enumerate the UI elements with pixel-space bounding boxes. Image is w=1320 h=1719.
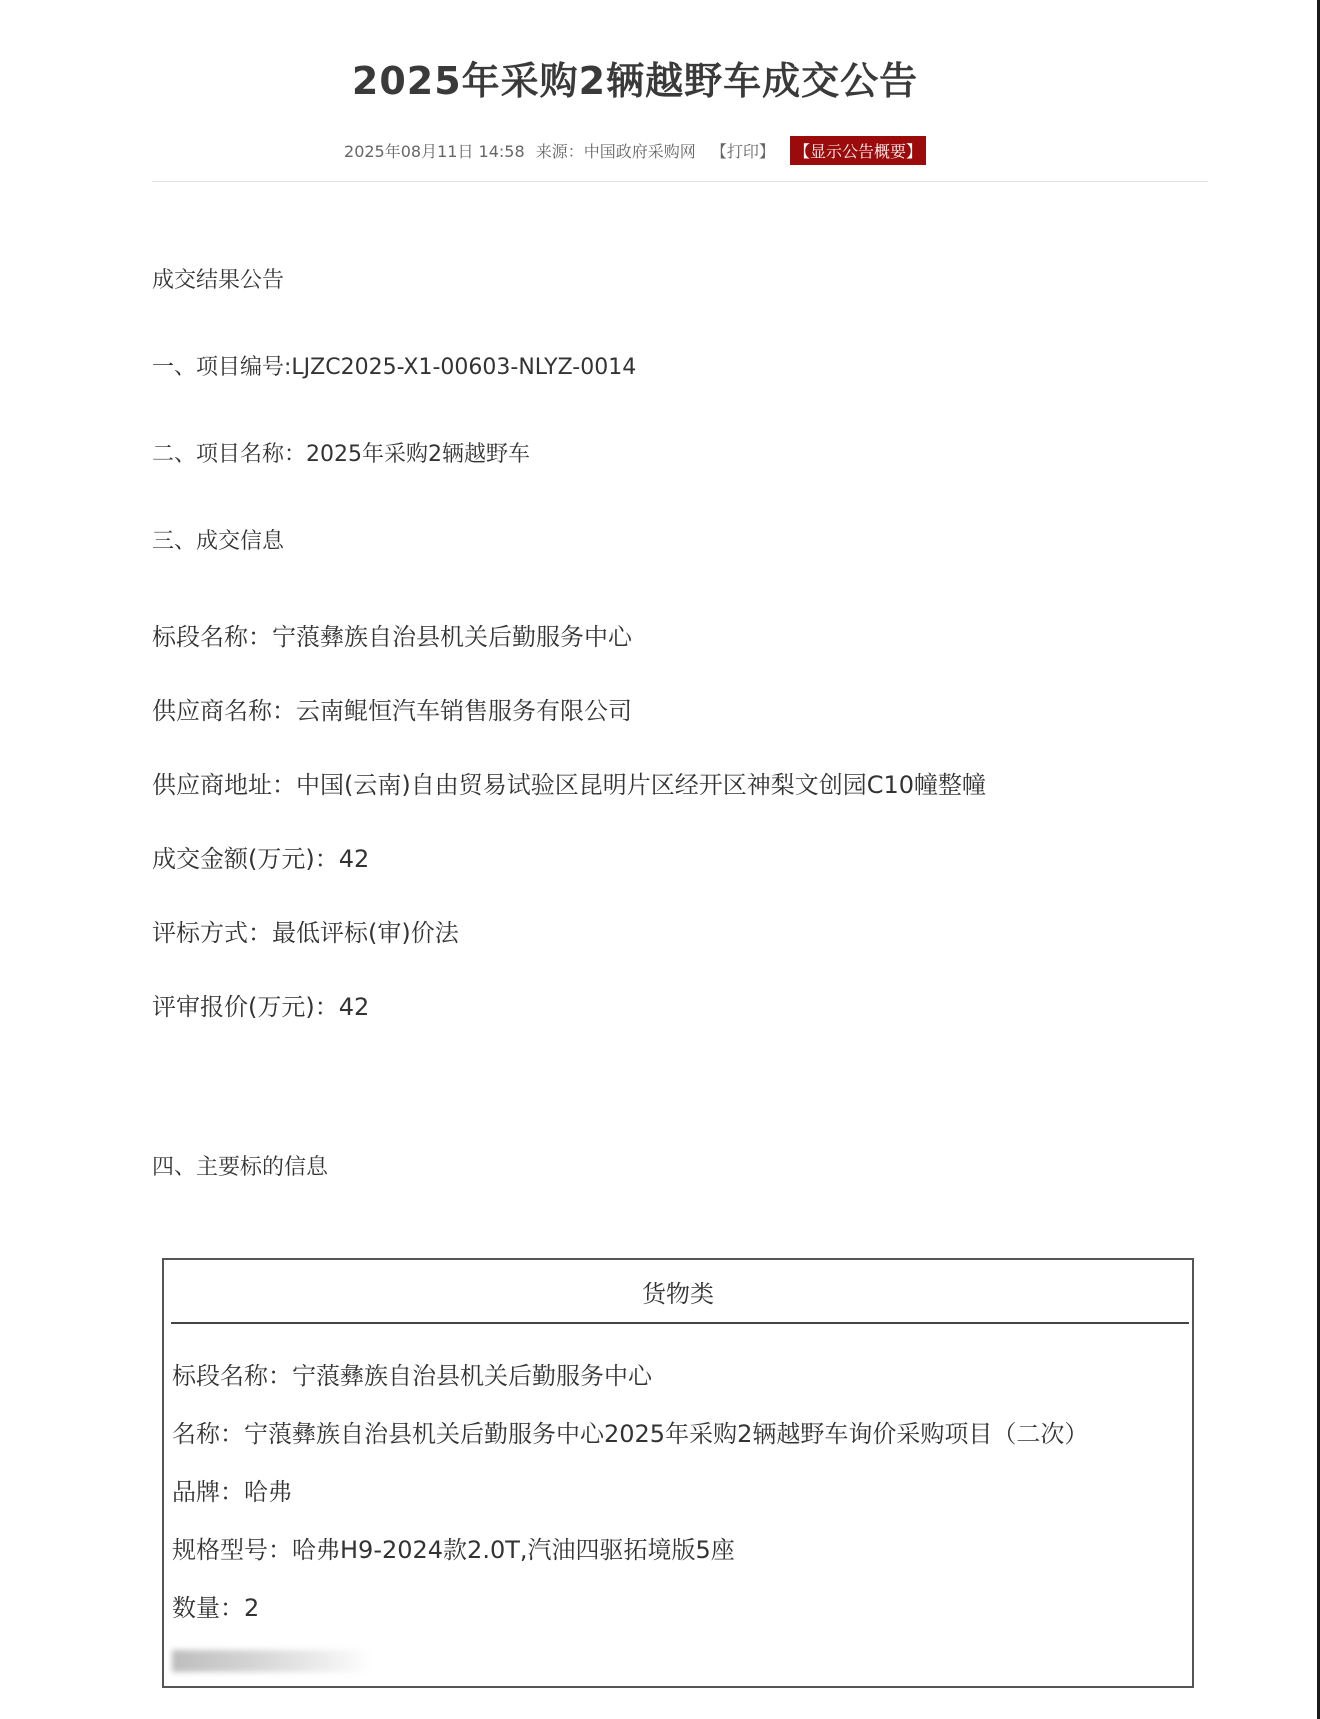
page-title: 2025年采购2辆越野车成交公告 [351, 59, 919, 103]
goods-quantity: 数量：2 [172, 1594, 260, 1622]
supplier-name: 供应商名称：云南鲲恒汽车销售服务有限公司 [152, 697, 632, 725]
section-main-items-title: 四、主要标的信息 [152, 1155, 329, 1180]
section-deal-info-title: 三、成交信息 [152, 529, 285, 554]
publish-datetime: 2025年08月11日 14:58 [344, 142, 525, 161]
goods-model: 规格型号：哈弗H9-2024款2.0T,汽油四驱拓境版5座 [172, 1536, 735, 1564]
review-price: 评审报价(万元)：42 [152, 993, 370, 1021]
result-heading: 成交结果公告 [152, 268, 285, 293]
goods-header-rule [171, 1322, 1189, 1324]
goods-brand: 品牌：哈弗 [172, 1478, 292, 1506]
goods-info-box [162, 1258, 1194, 1688]
goods-category-header: 货物类 [642, 1280, 714, 1308]
project-number: 一、项目编号:LJZC2025-X1-00603-NLYZ-0014 [152, 355, 637, 380]
goods-name: 名称：宁蒗彝族自治县机关后勤服务中心2025年采购2辆越野车询价采购项目（二次） [172, 1420, 1089, 1448]
blurred-text-row [172, 1650, 372, 1672]
source-label: 来源：中国政府采购网 [535, 142, 696, 161]
project-name: 二、项目名称：2025年采购2辆越野车 [152, 442, 530, 467]
header-divider [152, 181, 1208, 182]
lot-name: 标段名称：宁蒗彝族自治县机关后勤服务中心 [152, 623, 632, 651]
meta-bar [0, 136, 1270, 165]
deal-amount: 成交金额(万元)：42 [152, 845, 370, 873]
show-summary-button[interactable]: 【显示公告概要】 [790, 136, 926, 165]
goods-lot-name: 标段名称：宁蒗彝族自治县机关后勤服务中心 [172, 1362, 652, 1390]
supplier-address: 供应商地址：中国(云南)自由贸易试验区昆明片区经开区神梨文创园C10幢整幢 [152, 771, 987, 799]
evaluation-method: 评标方式：最低评标(审)价法 [152, 919, 459, 947]
print-link[interactable]: 【打印】 [710, 142, 775, 161]
